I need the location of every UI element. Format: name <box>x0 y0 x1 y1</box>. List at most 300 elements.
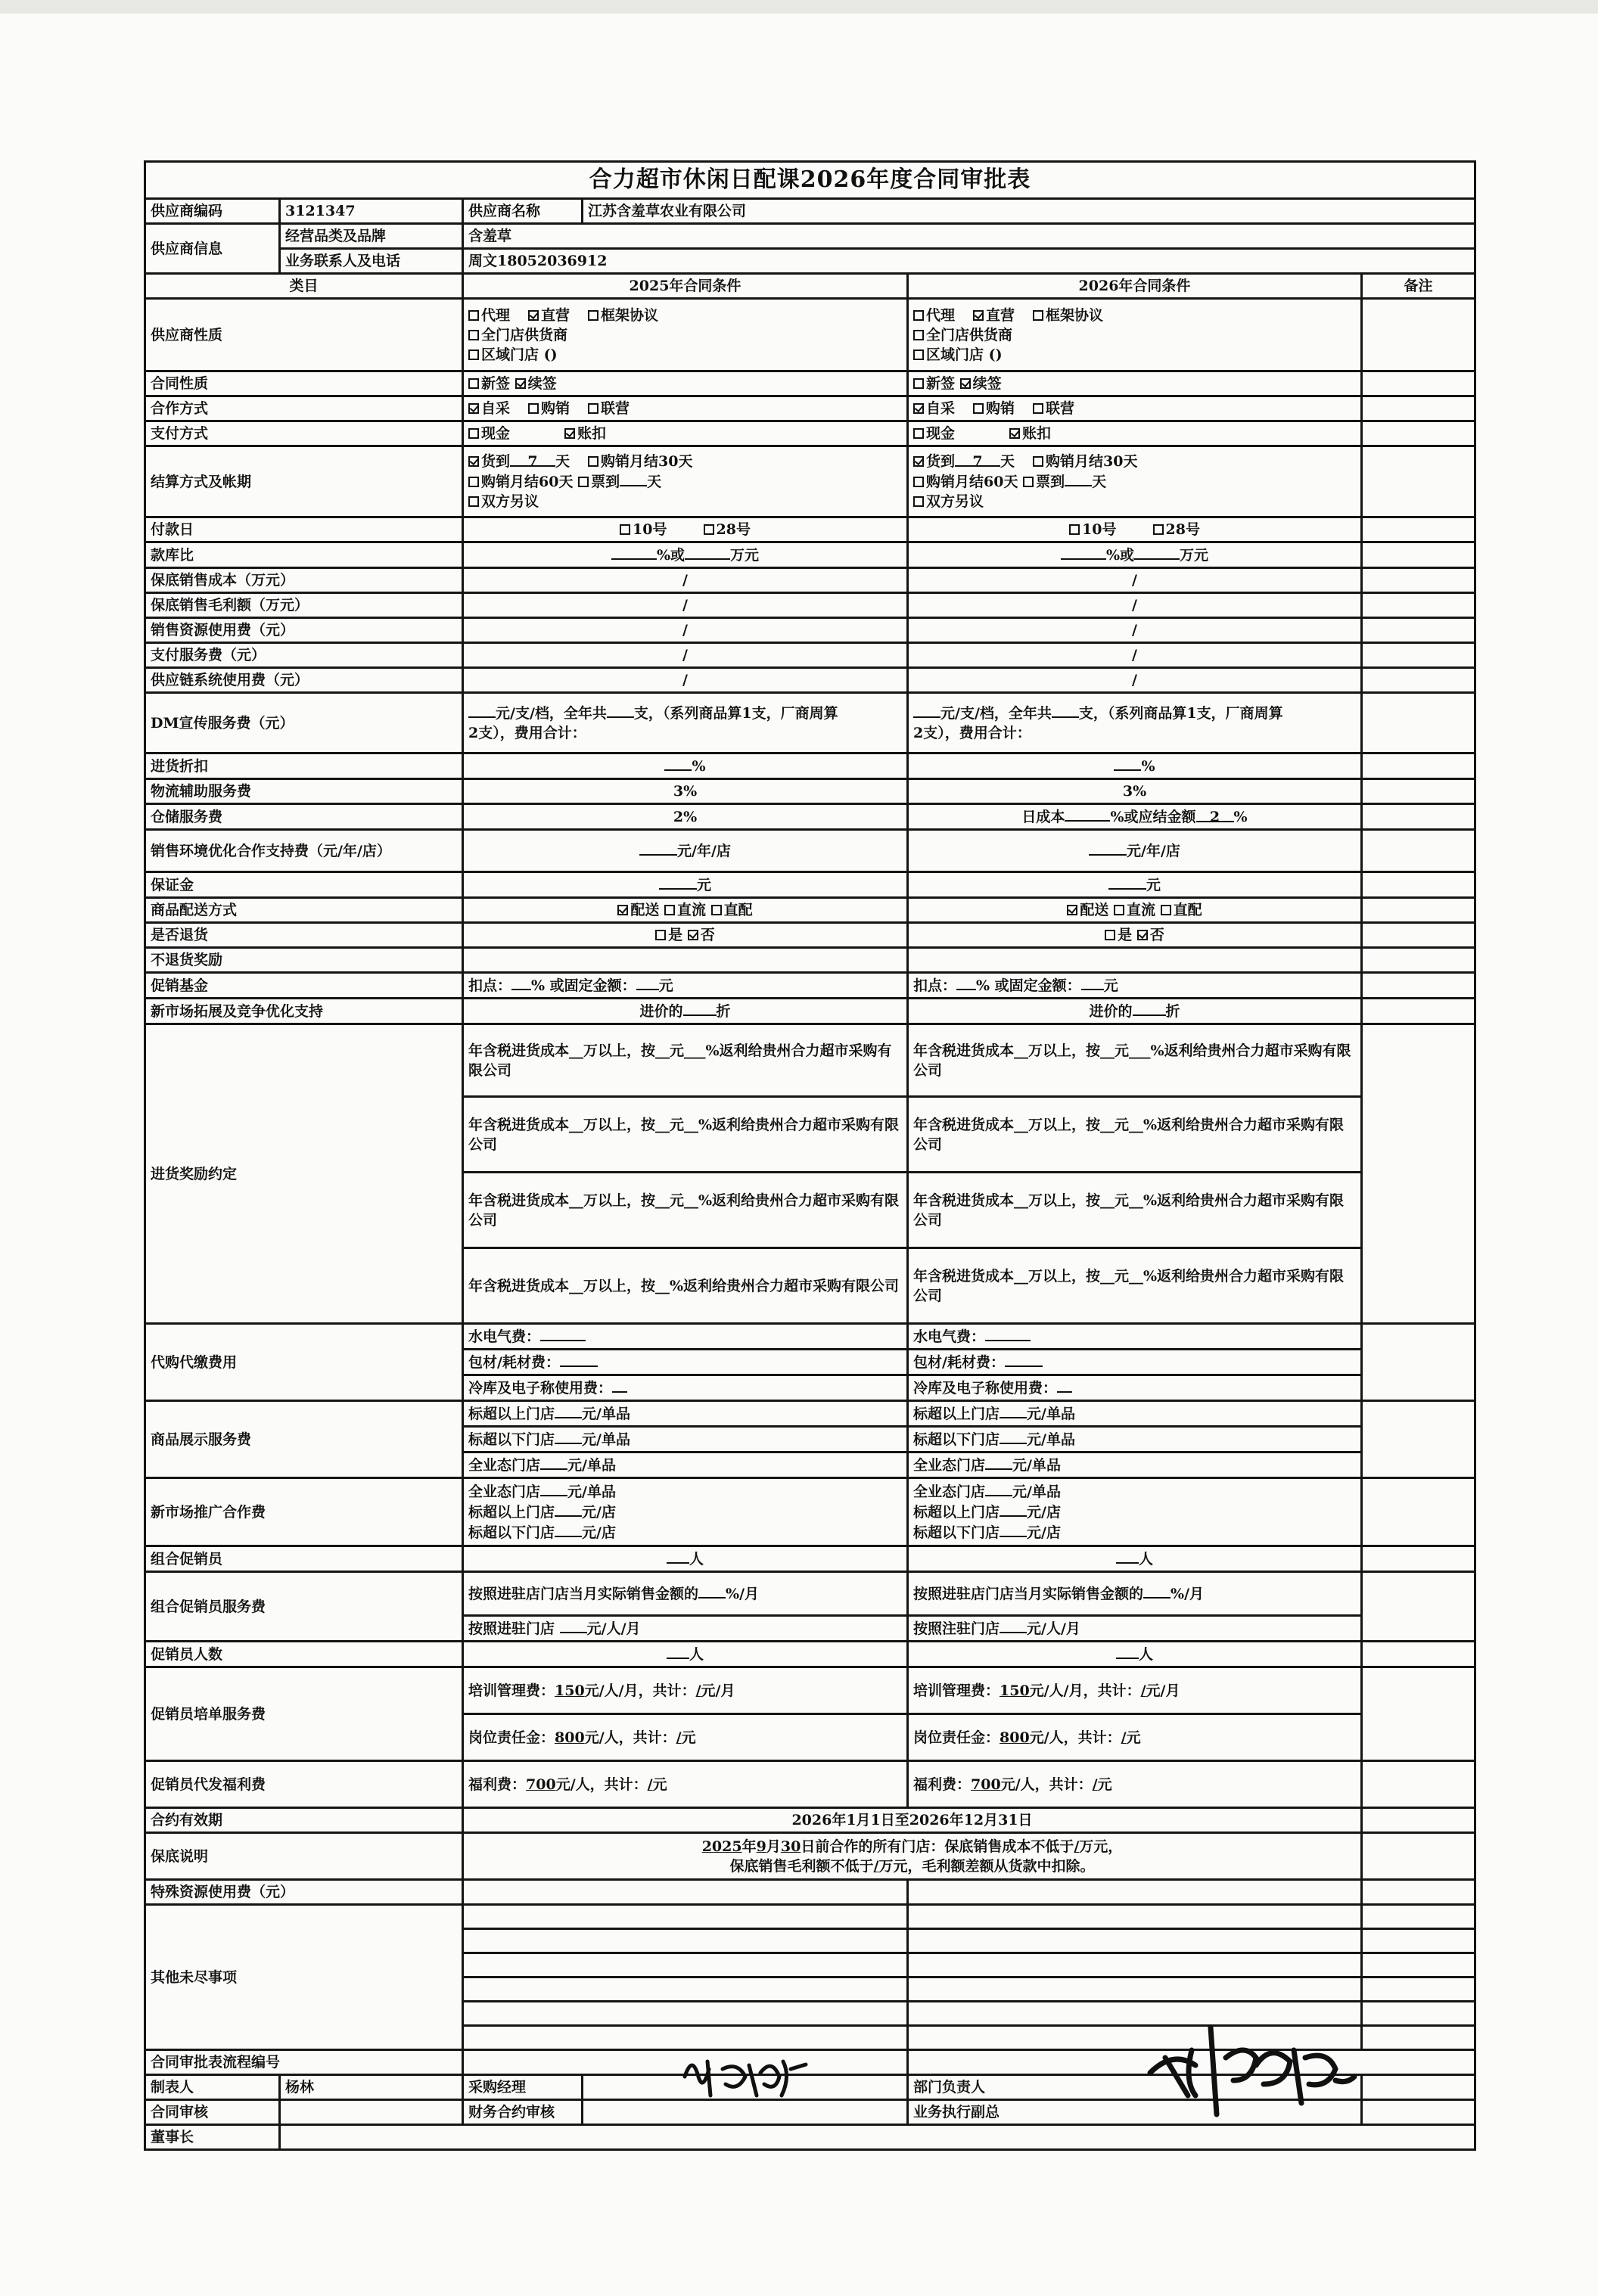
train-2026-mgmt <box>908 1667 1362 1714</box>
display-label: 商品展示服务费 <box>145 1401 463 1478</box>
checkbox[interactable] <box>1033 403 1043 414</box>
blank <box>620 471 647 486</box>
opt-self: 自采 <box>926 400 956 417</box>
yuan-unit: 元 <box>681 1729 696 1746</box>
remarks-cell <box>1362 396 1475 421</box>
combo-fee-text: 按照注驻门店 <box>913 1620 1000 1637</box>
utility-fee: 水电气费： <box>913 1328 986 1345</box>
per-item-unit: 元/单品 <box>1012 1457 1061 1474</box>
checkbox[interactable] <box>655 930 666 940</box>
special-label: 特殊资源使用费（元） <box>145 1880 463 1905</box>
opt-no: 否 <box>1149 927 1164 943</box>
checkbox[interactable] <box>913 378 924 389</box>
blank <box>1116 1644 1139 1659</box>
welfare-2025 <box>463 1761 908 1808</box>
buyer-mgr-label: 采购经理 <box>463 2075 583 2100</box>
exec-gm-label: 业务执行副总 <box>908 2100 1362 2125</box>
checkbox[interactable] <box>913 477 924 487</box>
logistics-2026: 3% <box>908 779 1362 804</box>
checkbox[interactable] <box>1153 524 1164 535</box>
opt-28: 28号 <box>716 521 751 538</box>
blank <box>1065 806 1110 822</box>
checkbox-checked[interactable] <box>913 456 924 467</box>
nature-2026 <box>908 299 1362 371</box>
welfare-text: 福利费： <box>913 1776 972 1793</box>
supplier-info-label: 供应商信息 <box>145 224 280 274</box>
combo-2025 <box>463 1546 908 1572</box>
per-store-unit: 元/店 <box>582 1524 616 1541</box>
opt-direct-flow: 直流 <box>1126 902 1155 918</box>
blank <box>1057 1378 1072 1393</box>
blank <box>1052 703 1079 718</box>
blank <box>540 1326 586 1341</box>
pay-service-label: 支付服务费（元） <box>145 643 463 668</box>
remarks-cell <box>1362 804 1475 830</box>
train-fee-value: 150 <box>1000 1682 1030 1699</box>
payday-2025 <box>463 517 908 542</box>
train-text: 培训管理费： <box>913 1682 1000 1699</box>
storage-2026 <box>908 804 1362 830</box>
special-2026 <box>908 1880 1362 1905</box>
blank <box>639 840 677 856</box>
checkbox[interactable] <box>1033 310 1043 321</box>
min-cost-2026: / <box>908 568 1362 593</box>
checkbox[interactable] <box>704 524 714 535</box>
buyer-mgr-sign-cell <box>583 2075 908 2100</box>
checkbox[interactable] <box>468 330 479 340</box>
checkbox[interactable] <box>468 477 479 487</box>
opt-10: 10号 <box>633 521 667 538</box>
dm-label: DM宣传服务费（元） <box>145 693 463 753</box>
opt-self: 自采 <box>481 400 511 417</box>
dm-text: 支，（系列商品算1支，厂商周算 <box>633 705 838 722</box>
validity-label: 合约有效期 <box>145 1808 463 1833</box>
display-tier: 标超以上门店 <box>913 1406 1000 1422</box>
checkbox[interactable] <box>468 496 479 507</box>
checkbox[interactable] <box>468 310 479 321</box>
others-label: 其他未尽事项 <box>145 1905 463 2050</box>
opt-joint: 联营 <box>601 400 630 417</box>
payday-2026 <box>908 517 1362 542</box>
per-item-unit: 元/单品 <box>567 1457 616 1474</box>
checkbox[interactable] <box>664 905 675 915</box>
promo-coop-label: 新市场推广合作费 <box>145 1478 463 1546</box>
guarantee-text: 日前合作的所有门店：保底销售成本不低于 <box>801 1838 1074 1855</box>
flow-no-value <box>463 2050 908 2075</box>
blank <box>636 975 659 990</box>
coop-tier: 标超以下门店 <box>913 1524 1000 1541</box>
rebate-2025-3: 年含税进货成本__万以上，按__元__%返利给贵州合力超市采购有限公司 <box>463 1173 908 1248</box>
opt-28: 28号 <box>1165 521 1200 538</box>
blank <box>1065 471 1092 486</box>
others-2025-line <box>463 1953 908 1978</box>
contract-approval-form <box>144 160 1476 2151</box>
checkbox-checked[interactable] <box>468 456 479 467</box>
days-unit: 天 <box>1092 474 1107 490</box>
opt-all-stores: 全门店供货商 <box>926 326 1013 343</box>
per-person-month-unit: 元/人/月 <box>586 1620 641 1637</box>
ticket-arrival: 票到 <box>1036 474 1065 490</box>
remarks-cell <box>1362 1761 1475 1808</box>
blank <box>1000 1403 1027 1418</box>
blank <box>685 545 730 560</box>
checkbox[interactable] <box>468 428 479 439</box>
checkbox[interactable] <box>1105 930 1115 940</box>
opt-frame: 框架协议 <box>601 306 659 324</box>
returns-2026 <box>908 923 1362 948</box>
combo-label: 组合促销员 <box>145 1546 463 1572</box>
special-2025 <box>463 1880 908 1905</box>
blank <box>683 1001 717 1016</box>
remarks-cell <box>1362 1478 1475 1546</box>
display-tier: 标超以下门店 <box>468 1431 555 1448</box>
blank <box>659 875 697 890</box>
header-2026: 2026年合同条件 <box>908 274 1362 299</box>
nature-2025 <box>463 299 908 371</box>
payment-label: 支付方式 <box>145 421 463 446</box>
guarantee-month: 9 <box>756 1838 766 1855</box>
promo-fund-2025 <box>463 973 908 999</box>
remarks-cell <box>1362 299 1475 371</box>
blank <box>913 703 940 718</box>
noreturn-label: 不退货奖励 <box>145 948 463 973</box>
train-2026-duty <box>908 1714 1362 1761</box>
remarks-cell <box>1362 1905 1475 1929</box>
welfare-text: 元/人，共计： <box>1000 1776 1093 1793</box>
remarks-cell <box>1362 446 1475 517</box>
checkbox-checked[interactable] <box>617 905 628 915</box>
remarks-cell <box>1362 753 1475 779</box>
rebate-2026-1: 年含税进货成本__万以上，按__元___%返利给贵州合力超市采购有限公司 <box>908 1024 1362 1097</box>
remarks-cell <box>1362 1546 1475 1572</box>
checkbox[interactable] <box>1033 456 1043 467</box>
checkbox[interactable] <box>973 403 984 414</box>
blank <box>667 1644 689 1659</box>
coop-tier: 全业态门店 <box>468 1484 541 1500</box>
combo-fee-2026-fixed <box>908 1616 1362 1642</box>
remarks-cell <box>1362 593 1475 618</box>
header-2025: 2025年合同条件 <box>463 274 908 299</box>
checkbox-checked[interactable] <box>913 403 924 414</box>
display-tier: 标超以上门店 <box>468 1406 555 1422</box>
combo-fee-2025-fixed <box>463 1616 908 1642</box>
checkbox[interactable] <box>1023 477 1034 487</box>
dm-text: 元/支/档，全年共 <box>940 705 1052 722</box>
guarantee-text <box>463 1833 1362 1880</box>
checkbox-checked[interactable] <box>1067 905 1077 915</box>
blank <box>1133 1001 1166 1016</box>
remarks-cell <box>1362 898 1475 923</box>
ratio-mid: %或 <box>656 547 686 564</box>
remarks-cell <box>1362 1880 1475 1905</box>
welfare-text: 福利费： <box>468 1776 527 1793</box>
opt-direct: 直营 <box>986 306 1015 324</box>
noreturn-2025 <box>463 948 908 973</box>
opt-cash: 现金 <box>926 425 956 442</box>
combo-fee-text: 按照进驻店门店当月实际销售金额的 <box>468 1586 699 1602</box>
returns-2025 <box>463 923 908 948</box>
others-2026-line <box>908 1929 1362 1953</box>
discount-2026 <box>908 753 1362 779</box>
checkbox-checked[interactable] <box>960 378 971 389</box>
delivery-label: 商品配送方式 <box>145 898 463 923</box>
blank <box>555 1522 582 1537</box>
contract-review-value <box>280 2100 463 2125</box>
rebate-2026-2: 年含税进货成本__万以上，按__元__%返利给贵州合力超市采购有限公司 <box>908 1097 1362 1173</box>
blank <box>612 1378 627 1393</box>
logistics-2025: 3% <box>463 779 908 804</box>
checkbox[interactable] <box>913 330 924 340</box>
coop-tier: 全业态门店 <box>913 1484 986 1500</box>
days-unit: 天 <box>1000 453 1015 470</box>
welfare-label: 促销员代发福利费 <box>145 1761 463 1808</box>
remarks-cell <box>1362 1667 1475 1761</box>
checkbox[interactable] <box>588 310 598 321</box>
chairman-label: 董事长 <box>145 2125 280 2150</box>
checkbox[interactable] <box>913 496 924 507</box>
flow-no-label: 合同审批表流程编号 <box>145 2050 463 2075</box>
blank <box>956 975 976 990</box>
blank <box>1081 975 1104 990</box>
form-title: 合力超市休闲日配课2026年度合同审批表 <box>145 162 1475 199</box>
remarks-cell <box>1362 999 1475 1024</box>
display-tier: 全业态门店 <box>468 1457 541 1474</box>
dept-head-sign-cell <box>1362 2075 1475 2100</box>
display-2025-all <box>463 1452 908 1478</box>
delivery-2026 <box>908 898 1362 923</box>
opt-renew: 续签 <box>527 375 557 392</box>
opt-yes: 是 <box>668 927 683 943</box>
checkbox[interactable] <box>913 310 924 321</box>
payment-2025 <box>463 421 908 446</box>
checkbox[interactable] <box>913 428 924 439</box>
promo-fund-2026 <box>908 973 1362 999</box>
combo-fee-text: 按照进驻店门店当月实际销售金额的 <box>913 1586 1144 1602</box>
category-label: 经营品类及品牌 <box>280 224 463 249</box>
checkbox[interactable] <box>528 403 539 414</box>
promo-text: 扣点： <box>913 977 957 994</box>
blank <box>1061 545 1106 560</box>
newmarket-label: 新市场拓展及竞争优化支持 <box>145 999 463 1024</box>
train-label: 促销员培单服务费 <box>145 1667 463 1761</box>
settle-label: 结算方式及帐期 <box>145 446 463 517</box>
pay-service-2025: / <box>463 643 908 668</box>
remarks-cell <box>1362 693 1475 753</box>
opt-purchase: 购销 <box>541 400 570 417</box>
others-2026-line <box>908 2002 1362 2026</box>
blank <box>1000 1429 1027 1444</box>
remarks-cell <box>1362 542 1475 568</box>
blank <box>607 703 634 718</box>
ticket-arrival: 票到 <box>591 474 620 490</box>
duty-fee-value: 800 <box>1000 1729 1030 1746</box>
checkbox[interactable] <box>588 403 598 414</box>
discount-label: 进货折扣 <box>145 753 463 779</box>
min-profit-2026: / <box>908 593 1362 618</box>
dm-2026 <box>908 693 1362 753</box>
remarks-cell <box>1362 2026 1475 2050</box>
opt-joint: 联营 <box>1046 400 1075 417</box>
sales-res-2026: / <box>908 618 1362 643</box>
blank <box>698 1583 726 1599</box>
dept-head-label: 部门负责人 <box>908 2075 1362 2100</box>
checkbox[interactable] <box>913 350 924 360</box>
coop-2025 <box>463 396 908 421</box>
remarks-cell <box>1362 1401 1475 1478</box>
flow-no-value <box>908 2050 1475 2075</box>
blank <box>985 1455 1012 1470</box>
per-item-unit: 元/单品 <box>1027 1406 1075 1422</box>
opt-new: 新签 <box>481 375 511 392</box>
ratio-mid: %或 <box>1105 547 1135 564</box>
promoters-2025 <box>463 1642 908 1667</box>
per-item-unit: 元/单品 <box>582 1406 630 1422</box>
checkbox[interactable] <box>1161 905 1171 915</box>
per-store-unit: 元/店 <box>1027 1504 1061 1521</box>
person-unit: 人 <box>1138 1551 1153 1567</box>
duty-text: 岗位责任金： <box>913 1729 1000 1746</box>
yuan-unit: 元 <box>696 877 711 893</box>
contract-2026 <box>908 371 1362 396</box>
per-item-unit: 元/单品 <box>1012 1484 1061 1500</box>
checkbox[interactable] <box>711 905 722 915</box>
checkbox-checked[interactable] <box>1137 930 1148 940</box>
display-tier: 全业态门店 <box>913 1457 986 1474</box>
checkbox[interactable] <box>1069 524 1080 535</box>
per-item-unit: 元/单品 <box>582 1431 630 1448</box>
rebate-label: 进货奖励约定 <box>145 1024 463 1324</box>
opt-direct-dist: 直配 <box>1173 902 1202 918</box>
logistics-label: 物流辅助服务费 <box>145 779 463 804</box>
display-2025-below <box>463 1427 908 1452</box>
rebate-2025-4: 年含税进货成本__万以上，按__%返利给贵州合力超市采购有限公司 <box>463 1248 908 1324</box>
coop-tier: 标超以上门店 <box>913 1504 1000 1521</box>
opt-deduct: 账扣 <box>577 425 607 442</box>
blank <box>1134 545 1180 560</box>
welfare-value: 700 <box>526 1776 556 1793</box>
duty-text: 岗位责任金： <box>468 1729 555 1746</box>
coop-label: 合作方式 <box>145 396 463 421</box>
rebate-2025-2: 年含税进货成本__万以上，按__元__%返利给贵州合力超市采购有限公司 <box>463 1097 908 1173</box>
pay-service-2026: / <box>908 643 1362 668</box>
goods-days: 7 <box>510 452 555 467</box>
storage-label: 仓储服务费 <box>145 804 463 830</box>
discount-2025 <box>463 753 908 779</box>
blank <box>468 703 496 718</box>
checkbox-checked[interactable] <box>688 930 698 940</box>
percent-month-unit: %/月 <box>726 1586 760 1602</box>
blank <box>667 1549 689 1564</box>
newmarket-unit: 折 <box>716 1003 731 1020</box>
checkbox-checked[interactable] <box>515 378 526 389</box>
blank <box>1108 875 1146 890</box>
train-text: 元/人/月，共计： <box>584 1682 696 1699</box>
train-unit: 元/月 <box>701 1682 735 1699</box>
yuan-unit: 元 <box>1097 1776 1112 1793</box>
blank <box>511 975 531 990</box>
exec-gm-sign-cell <box>1362 2100 1475 2125</box>
blank <box>1005 1352 1043 1367</box>
blank <box>1116 1549 1139 1564</box>
monthly-30: 购销月结30天 <box>1046 453 1138 470</box>
cold-storage-fee: 冷库及电子称使用费： <box>913 1380 1058 1397</box>
checkbox[interactable] <box>468 378 479 389</box>
scan-edge <box>0 0 1598 14</box>
duty-total: / <box>1121 1729 1127 1746</box>
remarks-cell <box>1362 779 1475 804</box>
ratio-2026 <box>908 542 1362 568</box>
yuan-unit: 元 <box>1103 977 1118 994</box>
min-cost-label: 保底销售成本（万元） <box>145 568 463 593</box>
newmarket-text: 进价的 <box>1089 1003 1133 1020</box>
agency-2025-pack <box>463 1350 908 1375</box>
yuan-unit: 元 <box>1126 1729 1141 1746</box>
welfare-value: 700 <box>971 1776 1001 1793</box>
mutual-agreement: 双方另议 <box>481 493 539 510</box>
maker-value: 杨林 <box>280 2075 463 2100</box>
checkbox[interactable] <box>468 350 479 360</box>
coop-2026 <box>908 396 1362 421</box>
blank <box>664 756 692 771</box>
finance-review-label: 财务合约审核 <box>463 2100 583 2125</box>
cold-storage-fee: 冷库及电子称使用费： <box>468 1380 613 1397</box>
blank <box>1000 1502 1027 1517</box>
checkbox[interactable] <box>578 477 589 487</box>
newmarket-2026 <box>908 999 1362 1024</box>
checkbox[interactable] <box>620 524 630 535</box>
promo-fund-label: 促销基金 <box>145 973 463 999</box>
blank <box>540 1455 567 1470</box>
train-2025-duty <box>463 1714 908 1761</box>
agency-2026-pack <box>908 1350 1362 1375</box>
checkbox-checked[interactable] <box>973 310 984 321</box>
blank <box>540 1481 567 1496</box>
checkbox-checked[interactable] <box>528 310 539 321</box>
dm-2025 <box>463 693 908 753</box>
guarantee-year: 2025 <box>701 1838 742 1855</box>
others-2025-line <box>463 1978 908 2002</box>
newmarket-2025 <box>463 999 908 1024</box>
others-2026-line <box>908 1905 1362 1929</box>
remarks-cell <box>1362 973 1475 999</box>
others-2026-line <box>908 1953 1362 1978</box>
checkbox-checked[interactable] <box>468 403 479 414</box>
remarks-cell <box>1362 1572 1475 1642</box>
opt-delivery: 配送 <box>1080 902 1109 918</box>
newmarket-text: 进价的 <box>639 1003 683 1020</box>
train-2025-mgmt <box>463 1667 908 1714</box>
ratio-unit: 万元 <box>730 547 760 564</box>
env-label: 销售环境优化合作支持费（元/年/店） <box>145 830 463 872</box>
checkbox[interactable] <box>588 456 598 467</box>
yuan-unit: 元 <box>1146 877 1161 893</box>
supplier-name: 江苏含羞草农业有限公司 <box>583 199 1475 224</box>
storage-value: 2 <box>1196 807 1234 822</box>
opt-cash: 现金 <box>481 425 511 442</box>
checkbox-checked[interactable] <box>1009 428 1020 439</box>
combo-fee-2025-pct <box>463 1572 908 1616</box>
checkbox[interactable] <box>1114 905 1124 915</box>
agency-2025-utility <box>463 1324 908 1350</box>
monthly-60: 购销月结60天 <box>481 474 574 490</box>
promo-text: 扣点： <box>468 977 512 994</box>
opt-region: 区域门店 () <box>926 346 1003 363</box>
category-value: 含羞草 <box>463 224 1475 249</box>
percent-month-unit: %/月 <box>1171 1586 1205 1602</box>
checkbox-checked[interactable] <box>564 428 575 439</box>
delivery-2025 <box>463 898 908 923</box>
remarks-cell <box>1362 1324 1475 1401</box>
